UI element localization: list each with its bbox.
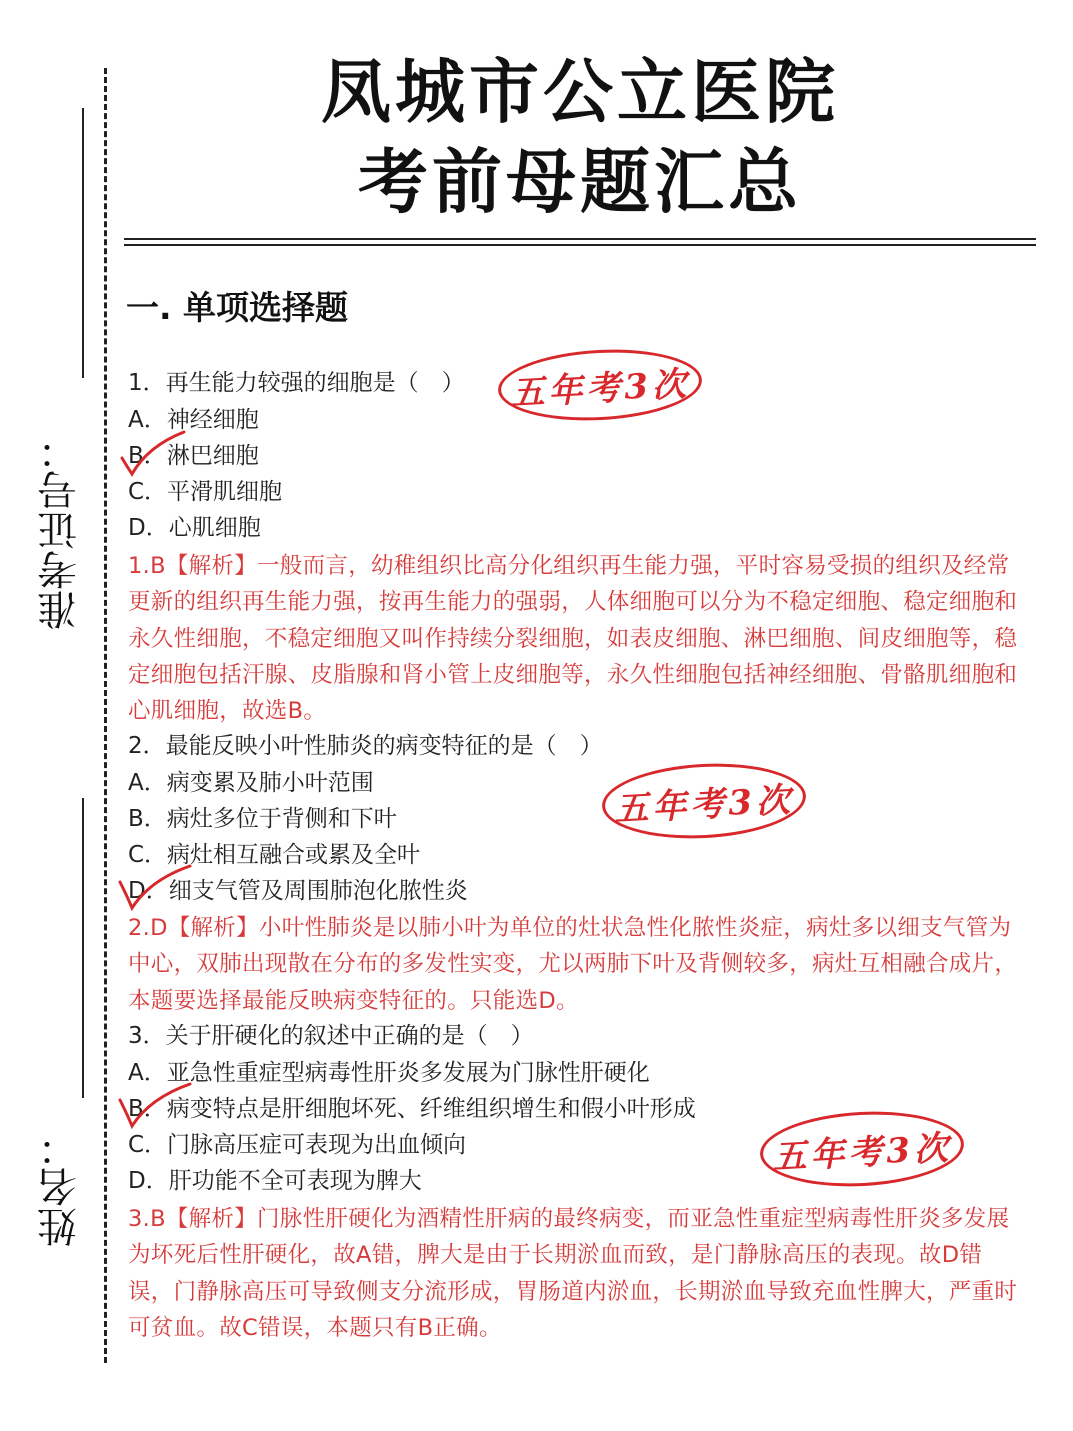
explanation: 1.B【解析】一般而言，幼稚组织比高分化组织再生能力强，平时容易受损的组织及经常更新的组织再生能力强，按再生能力的强弱，人体细胞可以分为不稳定细胞、稳定细胞和永久性细胞，不稳定细胞又叫作持续分裂细胞，如表皮细胞、淋巴细胞、间皮细胞等，稳定细胞包括汗腺、皮脂腺和肾小管上皮细胞等，永久性细胞包括神经细胞、骨骼肌细胞和心肌细胞，故选B。 [128,553,1018,725]
option-a: A．病变累及肺小叶范围 [128,770,374,796]
check-mark-icon [118,428,188,478]
exam-id-underline [82,108,84,378]
option-d: D．细支气管及周围肺泡化脓性炎 [128,878,468,904]
option-d: D．心肌细胞 [128,515,261,541]
option-b: B．病变特点是肝细胞坏死、纤维组织增生和假小叶形成 [128,1096,696,1122]
binding-dashed-line [104,68,107,1363]
page-title: 凤城市公立医院 [321,51,839,133]
check-mark-icon [116,1080,196,1130]
title-rule-bottom [124,244,1036,246]
option-c: C．病灶相互融合或累及全叶 [128,842,421,868]
option-c: C．平滑肌细胞 [128,479,283,505]
frequency-stamp: 五年考3次 [496,345,703,426]
option-a: A．亚急性重症型病毒性肝炎多发展为门脉性肝硬化 [128,1060,650,1086]
name-underline [82,798,84,1098]
page-subtitle: 考前母题汇总 [358,141,802,223]
option-c: C．门脉高压症可表现为出血倾向 [128,1132,467,1158]
name-label: 姓名： [37,1127,84,1248]
option-b: B．淋巴细胞 [128,443,259,469]
frequency-stamp: 五年考3次 [600,759,808,844]
question-stem: 2．最能反映小叶性肺炎的病变特征的是（ ） [128,733,603,759]
title-rule-top [124,238,1036,240]
section-heading: 一. 单项选择题 [126,288,349,327]
option-b: B．病灶多位于背侧和下叶 [128,806,397,832]
question-stem: 1．再生能力较强的细胞是（ ） [128,370,465,396]
frequency-stamp: 五年考3次 [758,1107,966,1192]
check-mark-icon [116,862,196,912]
explanation: 2.D【解析】小叶性肺炎是以肺小叶为单位的灶状急性化脓性炎症，病灶多以细支气管为中心，双肺出现散在分布的多发性实变，尤以两肺下叶及背侧较多，病灶互相融合成片，本题要选择最能反映病变特征的。只能选D。 [128,915,1018,1014]
exam-id-label: 准考证号： [37,430,84,630]
explanation: 3.B【解析】门脉性肝硬化为酒精性肝病的最终病变，而亚急性重症型病毒性肝炎多发展为坏死后性肝硬化，故A错，脾大是由于长期淤血而致，是门静脉高压的表现。故D错误，门静脉高压可导致侧支分流形成，胃肠道内淤血，长期淤血导致充血性脾大，严重时可贫血。故C错误，本题只有B正确。 [128,1206,1018,1341]
option-a: A．神经细胞 [128,407,259,433]
question-stem: 3．关于肝硬化的叙述中正确的是（ ） [128,1023,534,1049]
option-d: D．肝功能不全可表现为脾大 [128,1168,422,1194]
